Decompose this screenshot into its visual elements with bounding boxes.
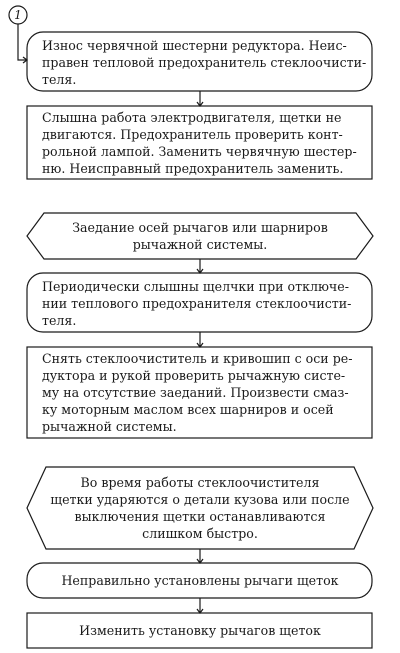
block-3-text xyxy=(27,219,373,253)
block-7-text xyxy=(27,572,373,589)
block-1-line-2: правен тепловой предохранитель стеклоочисти- xyxy=(42,55,367,70)
block-5-line-3: му на отсутствие заеданий. Произвести смаз- xyxy=(42,385,349,400)
block-4-line-1: Периодически слышны щелчки при отключе- xyxy=(42,279,349,294)
block-6-text xyxy=(27,474,373,542)
block-2-line-1: Слышна работа электродвигателя, щетки не xyxy=(42,110,342,125)
block-5-text xyxy=(42,350,352,435)
block-6-line-2: щетки ударяются о детали кузова или после xyxy=(50,492,350,507)
block-8-line-1: Изменить установку рычагов щеток xyxy=(79,623,321,638)
block-4-line-3: теля. xyxy=(42,313,77,328)
block-2-line-4: ню. Неисправный предохранитель заменить. xyxy=(42,161,344,176)
block-6-line-4: слишком быстро. xyxy=(142,526,258,541)
block-5-line-5: рычажной системы. xyxy=(42,419,177,434)
block-3-line-1: Заедание осей рычагов или шарниров xyxy=(72,220,328,235)
block-2-line-2: двигаются. Предохранитель проверить конт- xyxy=(42,127,343,142)
block-4-text xyxy=(42,278,351,329)
connector-label: 1 xyxy=(14,8,22,22)
block-6-line-1: Во время работы стеклоочистителя xyxy=(80,475,320,490)
block-8-text xyxy=(27,622,373,639)
block-5-line-4: ку моторным маслом всех шарниров и осей xyxy=(42,402,334,417)
block-5-line-2: дуктора и рукой проверить рычажную систе- xyxy=(42,368,346,383)
block-1-text xyxy=(42,37,366,88)
block-3-line-2: рычажной системы. xyxy=(132,237,268,252)
block-1-line-3: теля. xyxy=(42,72,77,87)
block-5-line-1: Снять стеклоочиститель и кривошип с оси ре- xyxy=(42,351,353,366)
block-4-line-2: нии теплового предохранителя стеклоочисти- xyxy=(42,296,352,311)
block-1-line-1: Износ червячной шестерни редуктора. Неис- xyxy=(42,38,347,53)
block-6-line-3: выключения щетки останавливаются xyxy=(74,509,326,524)
block-2-line-3: рольной лампой. Заменить червячную шестер- xyxy=(42,144,357,159)
block-7-line-1: Неправильно установлены рычаги щеток xyxy=(61,573,339,588)
connector-line xyxy=(18,24,27,60)
block-2-text xyxy=(42,109,357,177)
